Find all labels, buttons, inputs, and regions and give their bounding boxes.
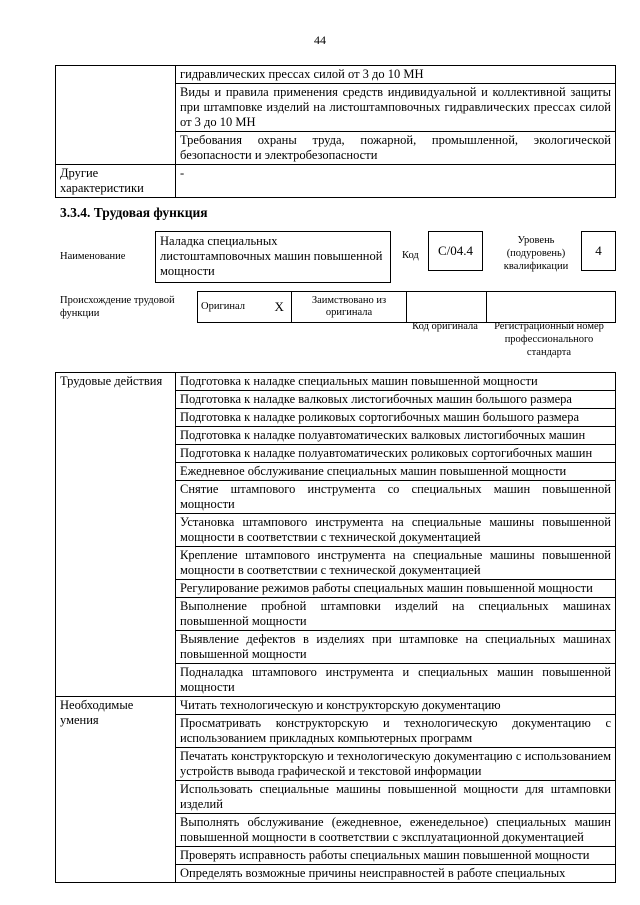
reg-number-label: Регистрационный номер профессионального стандарта <box>494 321 604 358</box>
origin-table <box>197 291 616 323</box>
table-cell: - <box>176 165 616 198</box>
table-row <box>56 373 616 391</box>
table-cell: Просматривать конструкторскую и технологическую документацию с использованием прикладных компьютерных программ <box>176 715 616 748</box>
section-label: Необходимые умения <box>56 697 176 883</box>
table-cell: Подготовка к наладке валковых листогибочных машин большого размера <box>176 391 616 409</box>
table-cell: Использовать специальные машины повышенной мощности для штамповки изделий <box>176 781 616 814</box>
table-cell: Выявление дефектов в изделиях при штамповке на специальных машинах повышенной мощности <box>176 631 616 664</box>
table-cell: Подготовка к наладке специальных машин повышенной мощности <box>176 373 616 391</box>
table-cell: гидравлических прессах силой от 3 до 10 МН <box>176 66 616 84</box>
section-label: Трудовые действия <box>56 373 176 697</box>
table-cell: Крепление штампового инструмента на специальные машины повышенной мощности в соответствии с технической документацией <box>176 547 616 580</box>
original-label: Оригинал <box>198 292 268 323</box>
table-cell: Установка штампового инструмента на специальные машины повышенной мощности в соответствии с технической документацией <box>176 514 616 547</box>
reg-number-cell <box>487 292 616 323</box>
table-row <box>56 66 616 84</box>
main-table <box>55 372 616 883</box>
code-value-box: C/04.4 <box>428 231 483 271</box>
table-cell: Ежедневное обслуживание специальных машин повышенной мощности <box>176 463 616 481</box>
origin-label: Происхождение трудовой функции <box>60 295 175 319</box>
table-cell: Читать технологическую и конструкторскую документацию <box>176 697 616 715</box>
table-cell: Подготовка к наладке полуавтоматических роликовых сортогибочных машин <box>176 445 616 463</box>
level-label: Уровень (подуровень) квалификации <box>503 235 569 272</box>
code-label: Код <box>402 250 419 261</box>
table-cell: Определять возможные причины неисправностей в работе специальных <box>176 865 616 883</box>
table-cell: Выполнять обслуживание (ежедневное, еженедельное) специальных машин повышенной мощности в соответствии с эксплуатационной документацией <box>176 814 616 847</box>
table-cell: Снятие штампового инструмента со специальных машин повышенной мощности <box>176 481 616 514</box>
borrowed-label: Заимствовано из оригинала <box>292 292 407 323</box>
row-label: Другие характеристики <box>56 165 176 198</box>
row-label <box>56 66 176 165</box>
level-value-box: 4 <box>581 231 616 271</box>
table-cell: Подготовка к наладке роликовых сортогибочных машин большого размера <box>176 409 616 427</box>
table-cell: Подналадка штампового инструмента и специальных машин повышенной мощности <box>176 664 616 697</box>
table-cell: Регулирование режимов работы специальных машин повышенной мощности <box>176 580 616 598</box>
function-name-box: Наладка специальных листоштамповочных машин повышенной мощности <box>155 231 391 283</box>
table-cell: Требования охраны труда, пожарной, промышленной, экологической безопасности и электробезопасности <box>176 132 616 165</box>
table-row <box>56 697 616 715</box>
table-cell: Проверять исправность работы специальных машин повышенной мощности <box>176 847 616 865</box>
original-mark: X <box>268 292 292 323</box>
name-label: Наименование <box>60 251 126 262</box>
table-cell: Виды и правила применения средств индивидуальной и коллективной защиты при штамповке изделий на листоштамповочных гидравлических прессах силой от 3 до 10 МН <box>176 84 616 132</box>
code-original-cell <box>407 292 487 323</box>
section-heading: 3.3.4. Трудовая функция <box>60 205 208 220</box>
table-cell: Подготовка к наладке полуавтоматических валковых листогибочных машин <box>176 427 616 445</box>
page-number: 44 <box>314 33 326 47</box>
code-original-label: Код оригинала <box>412 321 478 332</box>
table-row <box>56 165 616 198</box>
table-cell: Печатать конструкторскую и технологическую документацию с использованием устройств вывода графической и текстовой информации <box>176 748 616 781</box>
table-cell: Выполнение пробной штамповки изделий на специальных машинах повышенной мощности <box>176 598 616 631</box>
top-table <box>55 65 616 198</box>
